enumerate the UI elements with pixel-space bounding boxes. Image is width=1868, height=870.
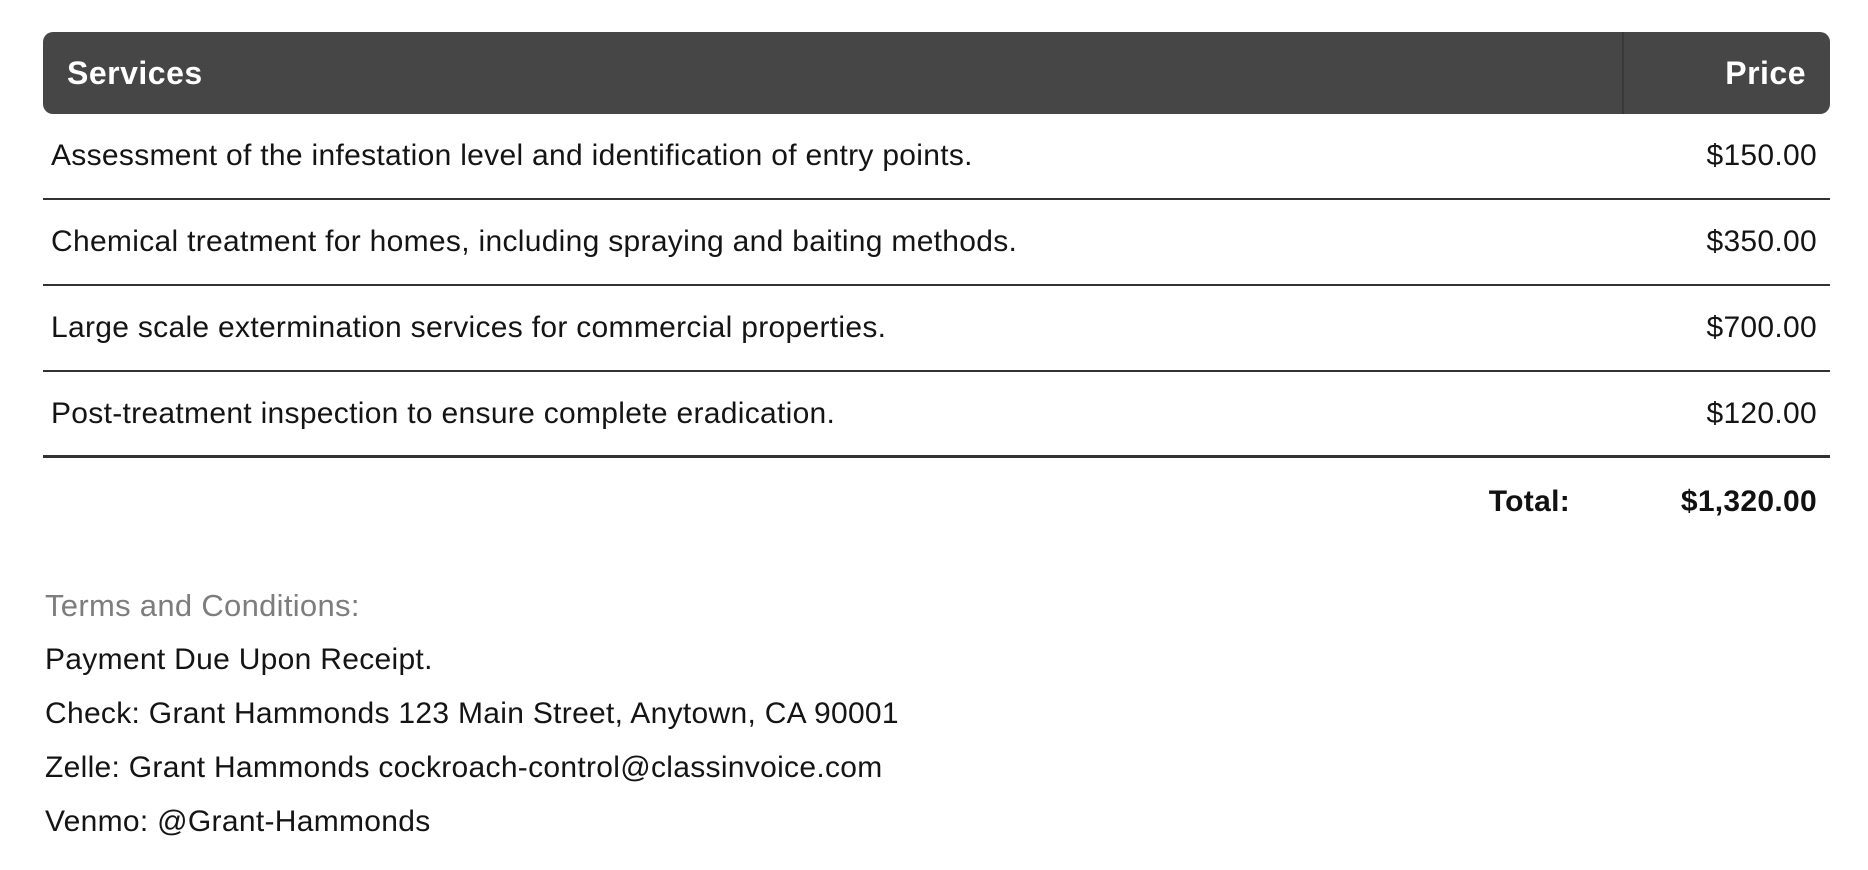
total-label: Total: — [1488, 484, 1570, 518]
table-row — [43, 286, 1830, 372]
total-row — [43, 458, 1830, 545]
terms-line-check: Check: Grant Hammonds 123 Main Street, Anytown, CA 90001 — [45, 697, 899, 730]
terms-title: Terms and Conditions: — [45, 588, 360, 623]
services-column-header: Services — [67, 54, 203, 91]
table-header-row — [43, 32, 1830, 114]
services-table — [43, 32, 1830, 545]
table-row — [43, 372, 1830, 458]
terms-line-payment-due: Payment Due Upon Receipt. — [45, 643, 433, 676]
service-description: Post-treatment inspection to ensure complete eradication. — [51, 396, 836, 430]
service-price: $120.00 — [1706, 396, 1817, 430]
service-description: Chemical treatment for homes, including spraying and baiting methods. — [51, 225, 1018, 258]
service-description: Large scale extermination services for commercial properties. — [51, 311, 887, 344]
price-column-header: Price — [1622, 32, 1830, 114]
service-price: $150.00 — [1706, 139, 1817, 172]
service-description: Assessment of the infestation level and identification of entry points. — [51, 139, 973, 172]
table-row — [43, 200, 1830, 286]
service-price: $700.00 — [1706, 311, 1817, 344]
terms-line-zelle: Zelle: Grant Hammonds cockroach-control@classinvoice.com — [45, 751, 883, 784]
total-value: $1,320.00 — [1680, 484, 1817, 518]
service-price: $350.00 — [1706, 225, 1817, 258]
terms-section — [43, 579, 1830, 849]
terms-line-venmo: Venmo: @Grant-Hammonds — [45, 805, 431, 838]
table-row — [43, 114, 1830, 200]
